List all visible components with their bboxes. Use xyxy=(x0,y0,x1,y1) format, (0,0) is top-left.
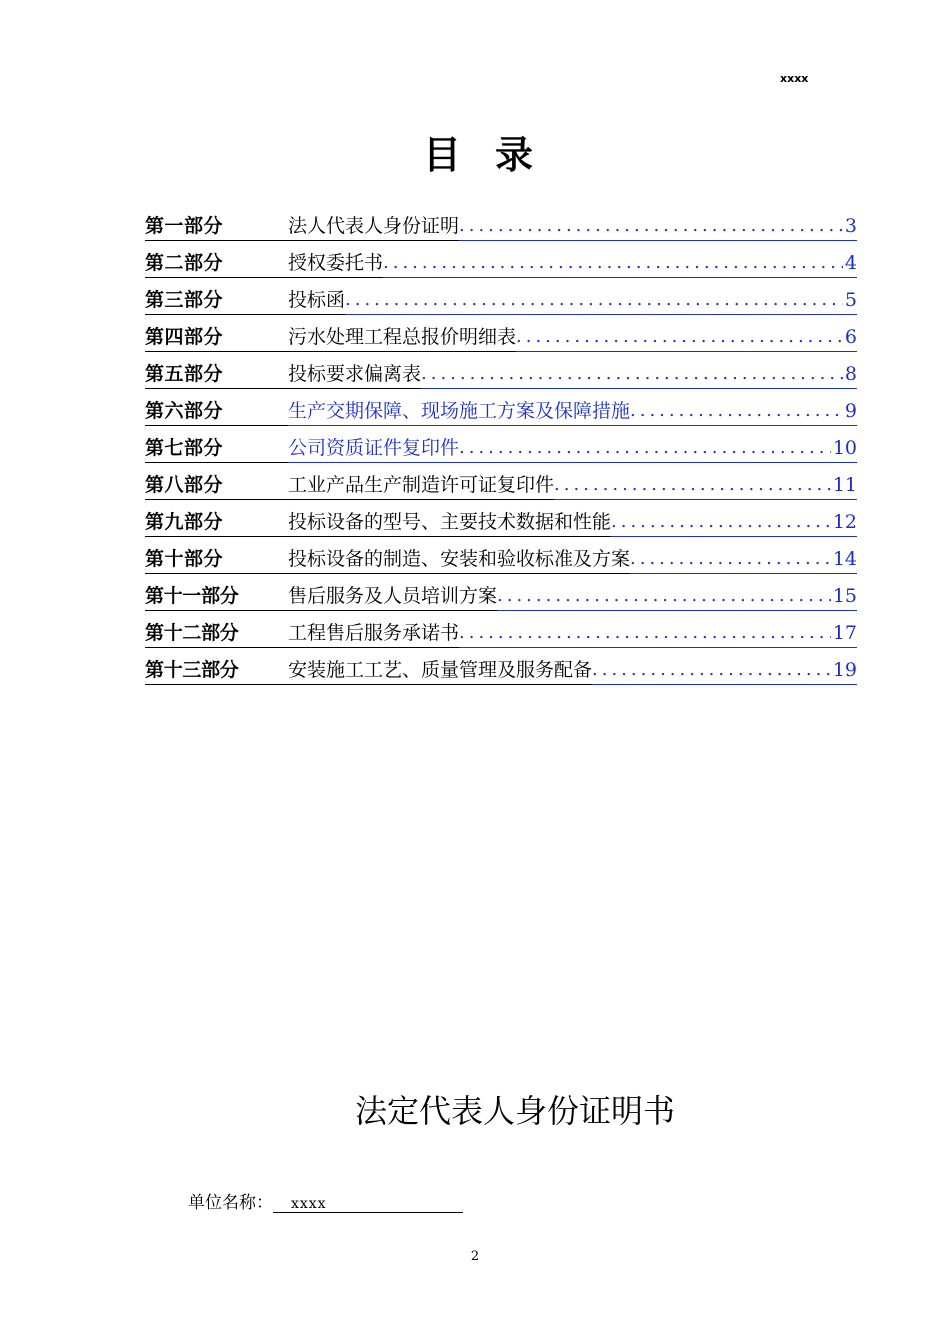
page-number: 2 xyxy=(470,1249,480,1264)
toc-part-label: 第二部分 xyxy=(145,249,288,278)
toc-entry-title: 生产交期保障、现场施工方案及保障措施 xyxy=(288,397,630,426)
toc-page-number: 10 xyxy=(831,434,857,463)
toc-entry[interactable] xyxy=(145,463,857,500)
table-of-contents xyxy=(145,204,857,685)
toc-page-number: 14 xyxy=(831,545,857,574)
toc-part-label: 第四部分 xyxy=(145,323,288,352)
toc-entry[interactable] xyxy=(145,426,857,463)
toc-entry[interactable] xyxy=(145,500,857,537)
toc-entry-title: 投标设备的制造、安装和验收标准及方案 xyxy=(288,545,630,574)
header-mark: xxxx xyxy=(780,72,809,85)
toc-entry[interactable] xyxy=(145,574,857,611)
toc-leader-dots xyxy=(459,212,843,241)
toc-entry-title: 授权委托书 xyxy=(288,249,383,278)
toc-page-number: 17 xyxy=(831,619,857,648)
toc-leader-dots xyxy=(630,545,831,574)
toc-entry[interactable] xyxy=(145,204,857,241)
unit-name-field xyxy=(188,1188,463,1213)
toc-entry-title: 投标要求偏离表 xyxy=(288,360,421,389)
toc-entry-title: 投标设备的型号、主要技术数据和性能 xyxy=(288,508,611,537)
toc-entry-title: 公司资质证件复印件 xyxy=(288,434,459,463)
toc-leader-dots xyxy=(459,619,831,648)
toc-entry[interactable] xyxy=(145,315,857,352)
toc-page-number: 11 xyxy=(831,471,857,500)
toc-part-label: 第十部分 xyxy=(145,545,288,574)
toc-part-label: 第三部分 xyxy=(145,286,288,315)
toc-leader-dots xyxy=(630,397,843,426)
toc-part-label: 第一部分 xyxy=(145,212,288,241)
toc-page-number: 3 xyxy=(843,212,857,241)
toc-part-label: 第十三部分 xyxy=(145,656,288,685)
section-title: 法定代表人身份证明书 xyxy=(354,1092,675,1130)
toc-page-number: 12 xyxy=(831,508,857,537)
toc-entry[interactable] xyxy=(145,241,857,278)
toc-page-number: 8 xyxy=(843,360,857,389)
toc-part-label: 第七部分 xyxy=(145,434,288,463)
toc-page-number: 4 xyxy=(843,249,857,278)
toc-page-number: 9 xyxy=(843,397,857,426)
toc-entry-title: 工程售后服务承诺书 xyxy=(288,619,459,648)
toc-entry-title: 安装施工工艺、质量管理及服务配备 xyxy=(288,656,592,685)
toc-entry[interactable] xyxy=(145,352,857,389)
toc-page-number: 5 xyxy=(843,286,857,315)
toc-leader-dots xyxy=(497,582,831,611)
toc-entry[interactable] xyxy=(145,389,857,426)
toc-part-label: 第五部分 xyxy=(145,360,288,389)
toc-page-number: 19 xyxy=(831,656,857,685)
toc-entry-title: 法人代表人身份证明 xyxy=(288,212,459,241)
toc-page-number: 6 xyxy=(843,323,857,352)
toc-entry[interactable] xyxy=(145,648,857,685)
toc-part-label: 第六部分 xyxy=(145,397,288,426)
toc-part-label: 第九部分 xyxy=(145,508,288,537)
toc-entry[interactable] xyxy=(145,278,857,315)
toc-page-number: 15 xyxy=(831,582,857,611)
toc-leader-dots xyxy=(516,323,843,352)
toc-part-label: 第八部分 xyxy=(145,471,288,500)
toc-entry-title: 售后服务及人员培训方案 xyxy=(288,582,497,611)
toc-leader-dots xyxy=(421,360,843,389)
toc-leader-dots xyxy=(554,471,831,500)
unit-name-value: xxxx xyxy=(273,1196,463,1213)
toc-leader-dots xyxy=(383,249,843,278)
toc-entry[interactable] xyxy=(145,611,857,648)
toc-leader-dots xyxy=(611,508,831,537)
toc-leader-dots xyxy=(345,286,843,315)
toc-leader-dots xyxy=(459,434,831,463)
toc-title: 目录 xyxy=(422,133,567,177)
toc-part-label: 第十二部分 xyxy=(145,619,288,648)
toc-entry-title: 工业产品生产制造许可证复印件 xyxy=(288,471,554,500)
unit-name-label: 单位名称： xyxy=(188,1193,273,1213)
toc-leader-dots xyxy=(592,656,831,685)
toc-part-label: 第十一部分 xyxy=(145,582,288,611)
toc-entry-title: 污水处理工程总报价明细表 xyxy=(288,323,516,352)
toc-entry[interactable] xyxy=(145,537,857,574)
toc-entry-title: 投标函 xyxy=(288,286,345,315)
